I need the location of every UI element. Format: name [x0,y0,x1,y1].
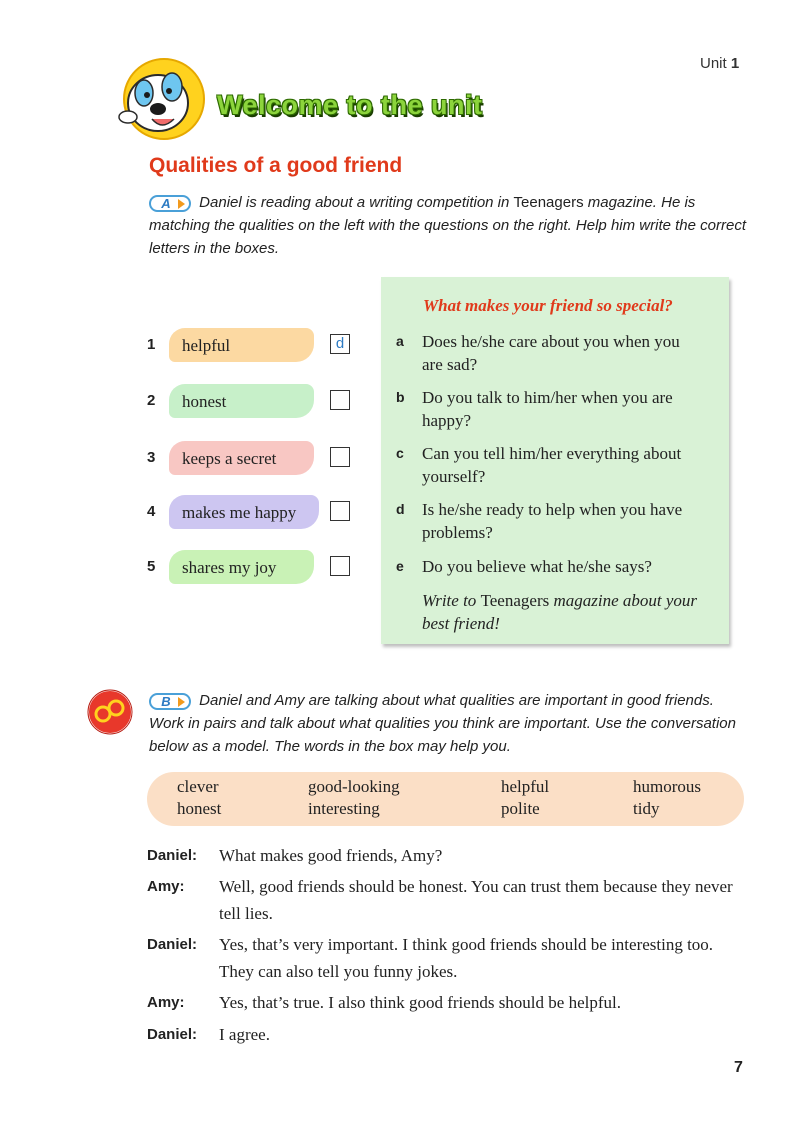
question-text: Does he/she care about you when you are sad? [422,332,680,374]
part-b-badge [149,693,191,710]
speaker-name: Daniel: [147,847,198,864]
answer-box[interactable]: d [330,334,350,354]
word-item: good-looking [308,777,400,796]
dialogue-line [147,1021,747,1048]
part-a-instruction-text-1: Daniel is reading about a writing competition in [199,194,514,211]
part-b-instruction-text: Daniel and Amy are talking about what qualities are important in good friends. Work in pairs and talk about what qualities you think are important. Use the conversation below as a model. The words in the box may help you. [149,692,736,755]
word-item: honest [177,799,222,818]
quality-row [147,550,357,584]
speaker-name: Amy: [147,994,185,1011]
page-title: Welcome to the unit [217,90,483,120]
question-text: Do you talk to him/her when you are happy? [422,388,673,430]
question-text: Do you believe what he/she says? [422,557,652,576]
question-item [396,386,696,432]
question-letter: a [396,333,404,349]
word-item: helpful [501,777,550,796]
dialogue-text: What makes good friends, Amy? [219,846,443,865]
play-arrow-icon [178,199,185,209]
answer-box[interactable] [330,447,350,467]
speaker-name: Amy: [147,878,185,895]
word-item: polite [501,799,540,818]
part-a-badge-letter: A [161,195,171,211]
quality-number: 5 [147,558,156,575]
part-b-instruction [149,689,749,758]
question-text: Can you tell him/her everything about yourself? [422,444,682,486]
word-box [147,772,744,826]
dialogue-line [147,873,747,927]
question-item [396,555,696,578]
word-item: tidy [633,799,660,818]
quality-number: 4 [147,503,156,520]
quality-row [147,441,357,475]
answer-box[interactable] [330,390,350,410]
question-item [396,330,696,376]
answer-box[interactable] [330,556,350,576]
speaker-name: Daniel: [147,936,198,953]
dialogue-text: I agree. [219,1025,270,1044]
dialogue-line [147,931,747,985]
part-a-instruction-text-2: magazine. He is matching the qualities on the left with the questions on the right. Help him write the correct letters in the boxes. [149,194,746,257]
unit-number: 1 [730,55,740,72]
quality-row [147,495,357,529]
dialogue-text: Yes, that’s true. I also think good friends should be helpful. [219,993,621,1012]
quality-text: makes me happy [182,503,297,522]
word-item: clever [177,777,219,796]
question-item [396,498,696,544]
quality-text: shares my joy [182,558,277,577]
quality-number: 1 [147,336,156,353]
note-closing-magazine: Teenagers [480,591,550,610]
note-closing [422,589,712,635]
quality-text: honest [182,392,227,411]
dialogue-line [147,842,747,869]
section-title: Qualities of a good friend [149,154,403,177]
dialogue-line [147,989,747,1016]
dialogue-text: Yes, that’s very important. I think good friends should be interesting too. They can also tell you funny jokes. [219,935,714,981]
question-letter: c [396,445,404,461]
note-closing-1: Write to [422,591,481,610]
quality-row [147,328,357,362]
quality-text: helpful [182,336,231,355]
quality-number: 2 [147,392,156,409]
quality-number: 3 [147,449,156,466]
question-letter: b [396,389,405,405]
unit-word: Unit [700,55,727,72]
question-letter: d [396,501,405,517]
part-a-badge [149,195,191,212]
part-a-instruction [149,191,749,260]
question-text: Is he/she ready to help when you have problems? [422,500,683,542]
quality-row [147,384,357,418]
unit-label [700,55,739,72]
quality-text: keeps a secret [182,449,277,468]
part-b-badge-letter: B [161,693,171,709]
pair-work-icon [86,688,134,736]
dog-mascot-icon [114,57,206,143]
speaker-name: Daniel: [147,1026,198,1043]
question-letter: e [396,558,404,574]
word-item: humorous [633,777,701,796]
page-number: 7 [734,1059,743,1076]
dialogue-text: Well, good friends should be honest. You can trust them because they never tell lies. [219,877,733,923]
answer-box[interactable] [330,501,350,521]
word-item: interesting [308,799,380,818]
note-title: What makes your friend so special? [423,296,673,315]
question-item [396,442,696,488]
play-arrow-icon [178,697,185,707]
part-a-magazine-name: Teenagers [513,194,584,211]
note-closing-2: magazine about your best friend! [422,591,698,633]
